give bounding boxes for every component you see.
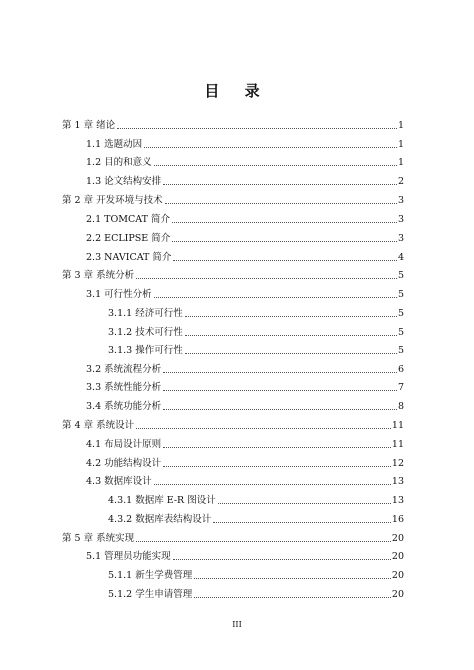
leader-dots	[154, 483, 391, 485]
leader-dots	[136, 277, 397, 279]
toc-entry-5-1-2[interactable]	[108, 587, 404, 601]
toc-entry-page: 5	[397, 270, 404, 281]
toc-entry-4-2[interactable]	[86, 456, 404, 470]
toc-entry-chapter-3[interactable]	[62, 268, 404, 282]
toc-entry-1-3[interactable]	[86, 174, 404, 188]
toc-entry-text: 1.3 论文结构安排	[86, 176, 162, 187]
toc-entry-chapter-1[interactable]	[62, 118, 404, 132]
leader-dots	[163, 446, 391, 448]
toc-entry-page: 20	[391, 570, 404, 581]
leader-dots	[173, 558, 391, 560]
toc-entry-5-1-1[interactable]	[108, 568, 404, 582]
leader-dots	[185, 352, 397, 354]
leader-dots	[172, 221, 397, 223]
leader-dots	[194, 577, 391, 579]
toc-entry-text: 2.3 NAVICAT 简介	[86, 252, 172, 263]
toc-entry-3-2[interactable]	[86, 362, 404, 376]
leader-dots	[165, 202, 397, 204]
toc-entry-page: 12	[391, 458, 404, 469]
leader-dots	[117, 127, 397, 129]
toc-entry-2-3[interactable]	[86, 250, 404, 264]
leader-dots	[136, 540, 391, 542]
toc-entry-4-3[interactable]	[86, 474, 404, 488]
leader-dots	[173, 259, 397, 261]
toc-entry-page: 3	[397, 195, 404, 206]
toc-entry-page: 8	[397, 401, 404, 412]
toc-entry-page: 5	[397, 289, 404, 300]
toc-entry-page: 1	[397, 157, 404, 168]
toc-entry-page: 3	[397, 214, 404, 225]
toc-entry-page: 11	[391, 420, 404, 431]
toc-entry-text: 3.3 系统性能分析	[86, 382, 162, 393]
toc-entry-3-1[interactable]	[86, 287, 404, 301]
leader-dots	[163, 408, 397, 410]
toc-entry-3-3[interactable]	[86, 380, 404, 394]
toc-entry-page: 3	[397, 233, 404, 244]
toc-entry-3-1-1[interactable]	[108, 306, 404, 320]
toc-entry-text: 第 2 章 开发环境与技术	[62, 195, 163, 206]
toc-entry-text: 2.2 ECLIPSE 简介	[86, 233, 171, 244]
toc-entry-page: 20	[391, 589, 404, 600]
page-number: III	[232, 620, 242, 629]
toc-entry-1-1[interactable]	[86, 137, 404, 151]
toc-entry-4-1[interactable]	[86, 437, 404, 451]
toc-entry-text: 第 5 章 系统实现	[62, 533, 135, 544]
toc-entry-page: 5	[397, 345, 404, 356]
toc-entry-page: 5	[397, 308, 404, 319]
leader-dots	[194, 596, 391, 598]
toc-entry-text: 4.3.2 数据库表结构设计	[108, 514, 212, 525]
toc-entry-chapter-5[interactable]	[62, 531, 404, 545]
leader-dots	[172, 240, 397, 242]
leader-dots	[154, 164, 397, 166]
toc-entry-4-3-1[interactable]	[108, 493, 404, 507]
toc-entry-text: 第 3 章 系统分析	[62, 270, 135, 281]
leader-dots	[185, 315, 397, 317]
toc-entry-page: 7	[397, 382, 404, 393]
leader-dots	[163, 371, 397, 373]
toc-entry-text: 4.1 布局设计原则	[86, 439, 162, 450]
toc-entry-text: 3.1.2 技术可行性	[108, 327, 183, 338]
toc-entry-text: 1.1 选题动因	[86, 139, 143, 150]
leader-dots	[154, 296, 397, 298]
toc-entry-page: 2	[397, 176, 404, 187]
toc-entry-3-4[interactable]	[86, 399, 404, 413]
toc-entry-3-1-3[interactable]	[108, 343, 404, 357]
leader-dots	[136, 427, 391, 429]
toc-entry-chapter-2[interactable]	[62, 193, 404, 207]
leader-dots	[218, 502, 391, 504]
toc-entry-text: 3.1.1 经济可行性	[108, 308, 183, 319]
toc-entry-5-1[interactable]	[86, 549, 404, 563]
toc-entry-page: 20	[391, 551, 404, 562]
toc-entry-2-2[interactable]	[86, 231, 404, 245]
toc-entry-chapter-4[interactable]	[62, 418, 404, 432]
toc-entry-text: 3.2 系统流程分析	[86, 364, 162, 375]
toc-entry-text: 2.1 TOMCAT 简介	[86, 214, 170, 225]
toc-entry-page: 1	[397, 120, 404, 131]
toc-entry-text: 4.3 数据库设计	[86, 476, 152, 487]
toc-entry-4-3-2[interactable]	[108, 512, 404, 526]
toc-entry-text: 4.2 功能结构设计	[86, 458, 162, 469]
leader-dots	[163, 389, 397, 391]
toc-entry-page: 1	[397, 139, 404, 150]
toc-entry-page: 13	[391, 495, 404, 506]
toc-entry-page: 6	[397, 364, 404, 375]
toc-entry-text: 1.2 目的和意义	[86, 157, 152, 168]
toc-entry-text: 5.1 管理员功能实现	[86, 551, 171, 562]
toc-entry-text: 4.3.1 数据库 E-R 图设计	[108, 495, 216, 506]
toc-entry-text: 第 4 章 系统设计	[62, 420, 135, 431]
toc-entry-3-1-2[interactable]	[108, 325, 404, 339]
toc-entry-text: 5.1.2 学生申请管理	[108, 589, 193, 600]
toc-entry-1-2[interactable]	[86, 155, 404, 169]
toc-entry-page: 13	[391, 476, 404, 487]
toc-entry-page: 11	[391, 439, 404, 450]
toc-entry-page: 16	[391, 514, 404, 525]
leader-dots	[185, 334, 397, 336]
toc-entry-text: 3.1 可行性分析	[86, 289, 152, 300]
leader-dots	[163, 183, 397, 185]
toc-entry-text: 5.1.1 新生学费管理	[108, 570, 193, 581]
leader-dots	[163, 465, 391, 467]
toc-title: 目 录	[204, 82, 270, 100]
leader-dots	[213, 521, 391, 523]
leader-dots	[144, 146, 397, 148]
toc-entry-page: 4	[397, 252, 404, 263]
toc-entry-text: 第 1 章 绪论	[62, 120, 116, 131]
toc-entry-text: 3.4 系统功能分析	[86, 401, 162, 412]
toc-entry-page: 20	[391, 533, 404, 544]
toc-entry-2-1[interactable]	[86, 212, 404, 226]
toc-entry-text: 3.1.3 操作可行性	[108, 345, 183, 356]
toc-entry-page: 5	[397, 327, 404, 338]
